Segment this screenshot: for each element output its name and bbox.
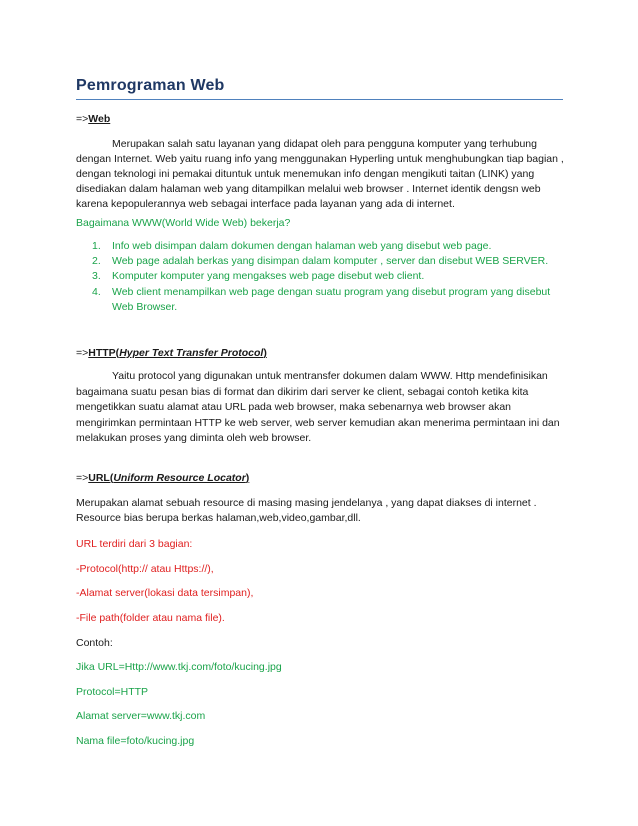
- http-heading-italic: Hyper Text Transfer Protocol: [119, 347, 264, 359]
- url-para-line-2: Resource bias berupa berkas halaman,web,video,gambar,dll.: [76, 512, 361, 524]
- url-example-4: Nama file=foto/kucing.jpg: [76, 735, 195, 747]
- url-example-2: Protocol=HTTP: [76, 686, 149, 698]
- list-item: 4. Web client menampilkan web page dengan suatu program yang disebut program yang disebut Web Browser.: [92, 285, 551, 313]
- web-para-line-5: karena kepopulerannya web sebagai interface pada layanan yang ada di internet.: [76, 198, 455, 210]
- http-para-line-5: melakukan proses yang diminta oleh web browser.: [76, 432, 312, 444]
- page-title: Pemrograman Web: [76, 77, 225, 94]
- url-parts-title: URL terdiri dari 3 bagian:: [76, 538, 193, 550]
- http-para-line-2: bagaimana suatu pesan bias di format dan dikirim dari server ke client, sebagai contoh ketika kita: [76, 386, 529, 398]
- url-heading: =>URL(Uniform Resource Locator): [76, 472, 250, 484]
- http-heading-text: HTTP(: [88, 347, 120, 359]
- web-arrow: =>: [76, 113, 89, 125]
- url-example-3: Alamat server=www.tkj.com: [76, 710, 206, 722]
- web-para-line-2: dengan Internet. Web yaitu ruang info yang menggunakan Hyperling untuk menghubungkan tiap bagian ,: [76, 153, 564, 165]
- list-item: 2. Web page adalah berkas yang disimpan dalam komputer , server dan disebut WEB SERVER.: [92, 255, 549, 268]
- list-item: 3. Komputer komputer yang mengakses web page disebut web client.: [92, 270, 425, 283]
- url-heading-text: URL(: [88, 472, 114, 484]
- url-part-protocol: -Protocol(http:// atau Https://),: [76, 563, 214, 575]
- url-para-line-1: Merupakan alamat sebuah resource di masing masing jendelanya , yang dapat diakses di internet .: [76, 497, 537, 509]
- url-heading-italic: Uniform Resource Locator: [113, 472, 246, 484]
- url-part-filepath: -File path(folder atau nama file).: [76, 612, 225, 624]
- http-para-line-3: mengetikkan suatu alamat atau URL pada web browser, maka sebenarnya web browser akan: [76, 401, 512, 413]
- web-question: Bagaimana WWW(World Wide Web) bekerja?: [76, 217, 291, 229]
- http-arrow: =>: [76, 347, 89, 359]
- web-steps-list: [92, 239, 550, 315]
- title-underline: [76, 99, 563, 100]
- url-example-label: Contoh:: [76, 637, 113, 649]
- http-para-line-1: Yaitu protocol yang digunakan untuk mentransfer dokumen dalam WWW. Http mendefinisikan: [112, 370, 548, 382]
- list-item: 1. Info web disimpan dalam dokumen dengan halaman web yang disebut web page.: [92, 240, 492, 252]
- web-para-line-3: dengan teknologi ini pemakai dituntuk untuk menemukan info dengan mengikuti taitan (LINK) yang: [76, 168, 535, 180]
- url-example-1: Jika URL=Http://www.tkj.com/foto/kucing.jpg: [76, 661, 282, 673]
- url-part-server: -Alamat server(lokasi data tersimpan),: [76, 587, 254, 599]
- web-para-line-1: Merupakan salah satu layanan yang didapat oleh para pengguna komputer yang terhubung: [112, 138, 537, 150]
- web-para-line-4: disediakan dalam halaman web yang ditampilkan melalui web browser . Internet identik dengsn web: [76, 183, 541, 195]
- http-heading: =>HTTP(Hyper Text Transfer Protocol): [76, 347, 267, 359]
- url-arrow: =>: [76, 472, 89, 484]
- web-heading-text: Web: [88, 113, 111, 125]
- http-para-line-4: mengirimkan permintaan HTTP ke web server, web server kemudian akan menerima permintaan ini dan: [76, 417, 560, 429]
- web-heading: [76, 112, 110, 127]
